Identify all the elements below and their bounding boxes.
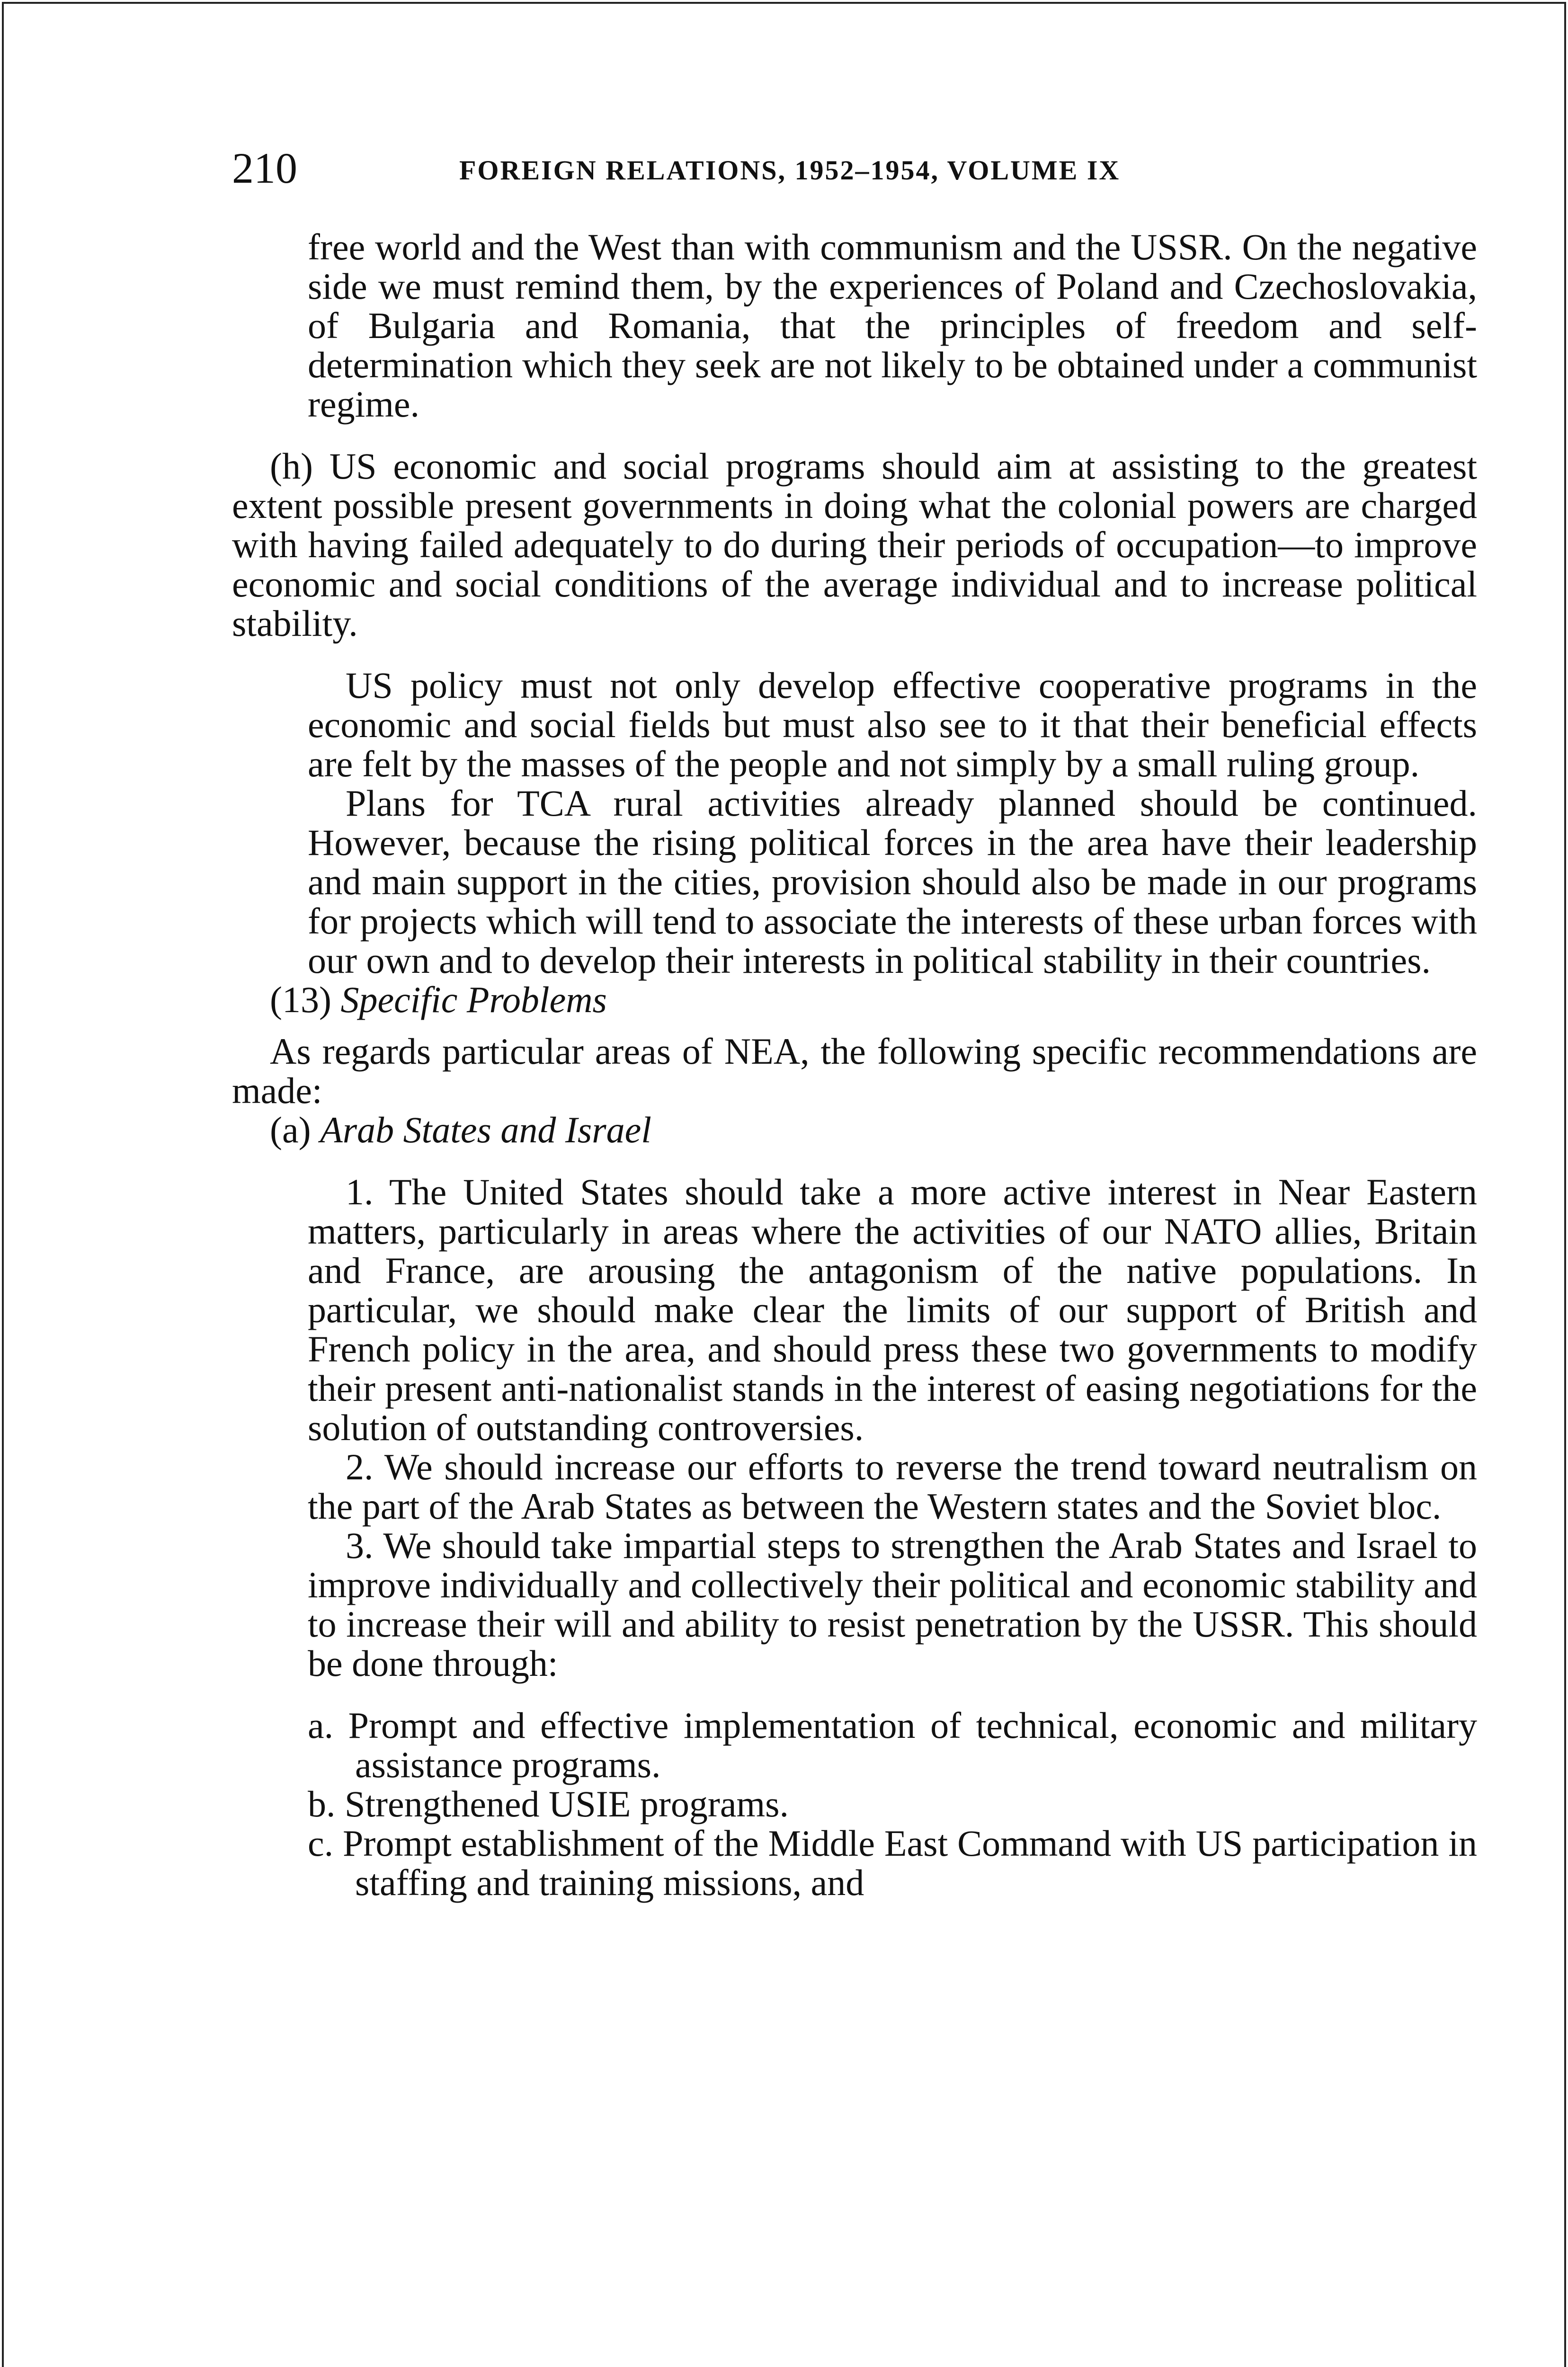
sub-item-a: a. Prompt and effective implementation of technical, economic and military assistance programs.: [308, 1705, 1477, 1785]
paragraph-tca: Plans for TCA rural activities already planned should be continued. However, because the rising political forces in the area have their leadership and main support in the cities, provision should also be made in our programs for projects which will tend to associate the interests of these urban forces with our own and to develop their interests in political stability in their countries.: [308, 783, 1477, 981]
policy-block: [232, 666, 1477, 980]
recommendation-1: 1. The United States should take a more active interest in Near Eastern matters, particularly in areas where the activities of our NATO allies, Britain and France, are arousing the antagonism of the native populations. In particular, we should make clear the limits of our support of British and French policy in the area, and should press these two governments to modify their present anti-nationalist stands in the interest of easing negotiations for the solution of outstanding controversies.: [308, 1171, 1477, 1448]
subsection-label: (a): [270, 1109, 311, 1150]
page-number: 210: [232, 144, 297, 192]
section-number: (13): [270, 979, 331, 1020]
section-title: Specific Problems: [340, 979, 607, 1020]
paragraph-continuation: free world and the West than with communism and the USSR. On the negative side we must remind them, by the experiences of Poland and Czechoslovakia, of Bulgaria and Romania, that the principles of freedom and self-determination which they seek are not likely to be obtained under a communist regime.: [308, 226, 1477, 425]
recommendations-block: [232, 1172, 1477, 1683]
quoted-block: [232, 227, 1477, 424]
paragraph-us-policy: US policy must not only develop effective cooperative programs in the economic and social fields but must also see to it that their beneficial effects are felt by the masses of the people and not simply by a small ruling group.: [308, 665, 1477, 784]
paragraph-regards: As regards particular areas of NEA, the following specific recommendations are made:: [232, 1031, 1477, 1111]
subsection-title: Arab States and Israel: [320, 1109, 651, 1150]
document-body: [232, 227, 1477, 1902]
sub-item-list: [232, 1706, 1477, 1902]
sub-item-c: c. Prompt establishment of the Middle East Command with US participation in staffing and training missions, and: [308, 1823, 1477, 1903]
recommendation-2: 2. We should increase our efforts to reverse the trend toward neutralism on the part of the Arab States as between the Western states and the Soviet bloc.: [308, 1446, 1477, 1527]
section-heading-13: [232, 980, 1477, 1019]
running-head: [232, 142, 1477, 194]
sub-item-b: b. Strengthened USIE programs.: [308, 1783, 789, 1824]
paragraph-h: (h) US economic and social programs should aim at assisting to the greatest extent possible present governments in doing what the colonial powers are charged with having failed adequately to do during their periods of occupation—to improve economic and social conditions of the average individual and to increase political stability.: [232, 445, 1477, 644]
subsection-heading-a: [232, 1110, 1477, 1149]
recommendation-3: 3. We should take impartial steps to strengthen the Arab States and Israel to improve individually and collectively their political and economic stability and to increase their will and ability to resist penetration by the USSR. This should be done through:: [308, 1525, 1477, 1684]
running-title: FOREIGN RELATIONS, 1952–1954, VOLUME IX: [459, 155, 1121, 186]
